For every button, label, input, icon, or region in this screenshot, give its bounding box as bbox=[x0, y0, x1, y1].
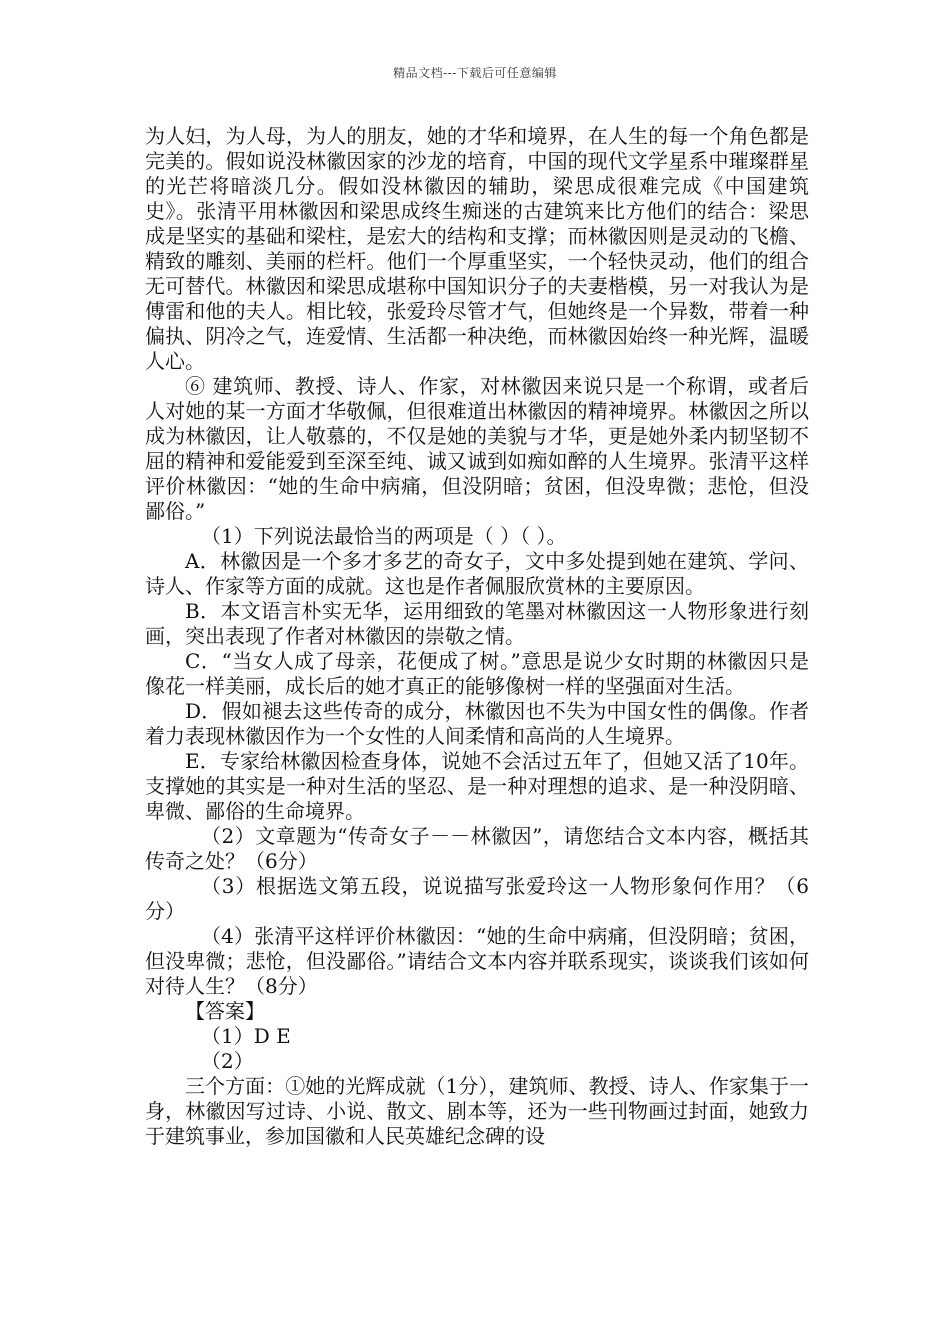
answer-heading: 【答案】 bbox=[185, 999, 265, 1023]
option-a: A．林徽因是一个多才多艺的奇女子，文中多处提到她在建筑、学问、诗人、作家等方面的成就。这也是作者佩服欣赏林的主要原因。 bbox=[145, 549, 809, 598]
option-c: C．“当女人成了母亲，花便成了树。”意思是说少女时期的林徽因只是像花一样美丽，成长后的她才真正的能够像树一样的坚强面对生活。 bbox=[145, 649, 809, 698]
question-1: （1）下列说法最恰当的两项是（ ）（ ）。 bbox=[201, 524, 567, 548]
question-4: （4）张清平这样评价林徽因：“她的生命中病痛，但没阴暗；贫困，但没卑微；悲怆，但没鄙俗。”请结合文本内容并联系现实，谈谈我们该如何对待人生？（8分） bbox=[145, 924, 809, 998]
answer-2-label: （2） bbox=[201, 1049, 254, 1073]
document-body bbox=[145, 124, 809, 1149]
answer-1: （1）D E bbox=[201, 1024, 291, 1048]
option-d: D．假如褪去这些传奇的成分，林徽因也不失为中国女性的偶像。作者着力表现林徽因作为一个女性的人间柔情和高尚的人生境界。 bbox=[145, 699, 809, 748]
answer-2-text: 三个方面：①她的光辉成就（1分），建筑师、教授、诗人、作家集于一身，林徽因写过诗、小说、散文、剧本等，还为一些刊物画过封面，她致力于建筑事业，参加国徽和人民英雄纪念碑的设 bbox=[145, 1074, 809, 1148]
option-b: B．本文语言朴实无华，运用细致的笔墨对林徽因这一人物形象进行刻画，突出表现了作者对林徽因的崇敬之情。 bbox=[145, 599, 809, 648]
question-2: （2）文章题为“传奇女子－－林徽因”，请您结合文本内容，概括其传奇之处？（6分） bbox=[145, 824, 809, 873]
page-header: 精品文档---下载后可任意编辑 bbox=[393, 66, 557, 80]
question-3: （3）根据选文第五段，说说描写张爱玲这一人物形象何作用？（6分） bbox=[145, 874, 809, 923]
paragraph-6: ⑥ 建筑师、教授、诗人、作家，对林徽因来说只是一个称谓，或者后人对她的某一方面才华敬佩，但很难道出林徽因的精神境界。林徽因之所以成为林徽因，让人敬慕的，不仅是她的美貌与才华，更是她外柔内韧坚韧不屈的精神和爱能爱到至深至纯、诚又诚到如痴如醉的人生境界。张清平这样评价林徽因：“她的生命中病痛，但没阴暗；贫困，但没卑微；悲怆，但没鄙俗。” bbox=[145, 374, 809, 523]
paragraph-intro: 为人妇，为人母，为人的朋友，她的才华和境界，在人生的每一个角色都是完美的。假如说没林徽因家的沙龙的培育，中国的现代文学星系中璀璨群星的光芒将暗淡几分。假如没林徽因的辅助，梁思成很难完成《中国建筑史》。张清平用林徽因和梁思成终生痴迷的古建筑来比方他们的结合：梁思成是坚实的基础和梁柱，是宏大的结构和支撑；而林徽因则是灵动的飞檐、精致的雕刻、美丽的栏杆。他们一个厚重坚实，一个轻快灵动，他们的组合无可替代。林徽因和梁思成堪称中国知识分子的夫妻楷模，另一对我认为是傅雷和他的夫人。相比较，张爱玲尽管才气，但她终是一个异数，带着一种偏执、阴冷之气，连爱情、生活都一种决绝，而林徽因始终一种光辉，温暖人心。 bbox=[145, 124, 809, 373]
option-e: E．专家给林徽因检查身体，说她不会活过五年了，但她又活了10年。支撑她的其实是一种对生活的坚忍、是一种对理想的追求、是一种没阴暗、卑微、鄙俗的生命境界。 bbox=[145, 749, 809, 823]
